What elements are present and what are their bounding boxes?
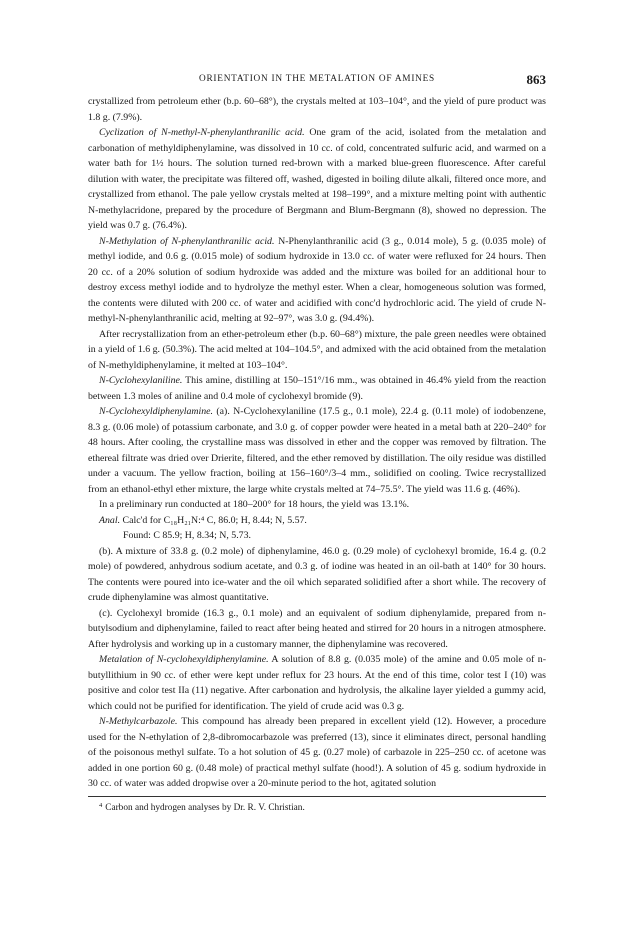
- paragraph: [88, 544, 546, 606]
- paragraph: [88, 327, 546, 374]
- footnote-divider: [88, 796, 546, 797]
- paragraph: [88, 94, 546, 125]
- footnote: [88, 802, 546, 813]
- body-text: [88, 94, 546, 792]
- page-header: [88, 72, 546, 94]
- paragraph-text: crystallized from petroleum ether (b.p. 60–68°), the crystals melted at 103–104°, and the yield of pure product was 1.8 g. (7.9%).: [88, 96, 546, 123]
- paragraph-text: A solution of 8.8 g. (0.035 mole) of the amine and 0.05 mole of n-butyllithium in 90 cc. of ether were kept under reflux for 23 hours. At the end of this time, color test I (10) was positive and color test IIa (11) negative. After carbonation and hydrolysis, the alkaline layer yielded a gummy acid, which could not be purified for identification. The yield of crude acid was 0.3 g.: [88, 654, 547, 712]
- paragraph: [88, 404, 546, 497]
- section-run-in-heading: N-Cyclohexylaniline.: [99, 375, 183, 386]
- page-number: 863: [526, 72, 546, 87]
- section-run-in-heading: Cyclization of N-methyl-N-phenylanthranilic acid.: [99, 127, 305, 138]
- paragraph: [88, 652, 546, 714]
- paragraph-text: In a preliminary run conducted at 180–200° for 18 hours, the yield was 13.1%.: [99, 499, 410, 510]
- footnote-text: Carbon and hydrogen analyses by Dr. R. V. Christian.: [105, 802, 305, 813]
- paragraph: [88, 373, 546, 404]
- paragraph-text: This compound has already been prepared in excellent yield (12). However, a procedure used for the N-ethylation of 2,8-dibromocarbazole was preferred (13), since it eliminates direct, personal handling of the poisonous methyl sulfate. To a hot solution of 45 g. (0.27 mole) of carbazole in 225–250 cc. of acetone was added in one portion 60 g. (0.48 mole) of practical methyl sulfate (hood!). A solution of 45 g. sodium hydroxide in 30 cc. of water was added dropwise over a 20-minute period to the hot, agitated solution: [88, 716, 546, 789]
- paragraph-text: (a). N-Cyclohexylaniline (17.5 g., 0.1 mole), 22.4 g. (0.11 mole) of iodobenzene, 8.3 g. (0.06 mole) of potassium carbonate, and 3.0 g. of copper powder were heated in a metal bath at 220–240° for 48 hours. After cooling, the crystalline mass was dissolved in ether and the copper was removed by filtration. The ethereal filtrate was dried over Drierite, filtered, and the ether removed by distillation. The oily residue was distilled under a vacuum. The yellow fraction, boiling at 156–160°/3–4 mm., solidified on cooling. Twice recrystallized from an ethanol-ethyl ether mixture, the large white crystals melted at 74–75.5°. The yield was 11.6 g. (46%).: [88, 406, 546, 495]
- section-run-in-heading: Metalation of N-cyclohexyldiphenylamine.: [99, 654, 269, 665]
- paragraph: [88, 606, 546, 653]
- paragraph-text: After recrystallization from an ether-petroleum ether (b.p. 60–68°) mixture, the pale green needles were obtained in a yield of 1.6 g. (50.3%). The acid melted at 104–104.5°, and admixed with the acid obtained from the metalation of N-methyldiphenylamine, it melted at 103–104°.: [88, 328, 546, 371]
- journal-page: [88, 72, 546, 813]
- footnote-marker: 4: [99, 801, 103, 809]
- paragraph-text: N-Phenylanthranilic acid (3 g., 0.014 mole), 5 g. (0.035 mole) of methyl iodide, and 0.6 g. (0.015 mole) of sodium hydroxide in 13.0 cc. of water were refluxed for 24 hours. Then 20 cc. of a 20% solution of sodium hydroxide was added and the mixture was boiled for an additional hour to destroy excess methyl iodide and to hydrolyze the methyl ester. When a clear, homogeneous solution was formed, the contents were diluted with 200 cc. of water and acidified with conc'd hydrochloric acid. The yield of crude N-methyl-N-phenylanthranilic acid, melting at 92–97°, was 3.0 g. (94.4%).: [88, 235, 546, 324]
- running-head: ORIENTATION IN THE METALATION OF AMINES: [199, 74, 435, 84]
- analysis-found-line: [88, 528, 546, 544]
- section-run-in-heading: N-Methylcarbazole.: [99, 716, 178, 727]
- paragraph-text: (c). Cyclohexyl bromide (16.3 g., 0.1 mole) and an equivalent of sodium diphenylamide, prepared from n-butylsodium and diphenylamine, failed to react after being heated and stirred for 20 hours in a nitrogen atmosphere. After hydrolysis and working up in a customary manner, the diphenylamine was recovered.: [88, 607, 546, 650]
- paragraph: [88, 714, 546, 792]
- paragraph-text: One gram of the acid, isolated from the metalation and carbonation of methyldiphenylamine, was dissolved in 10 cc. of cold, concentrated sulfuric acid, and warmed on a water bath for 1½ hours. The solution turned red-brown with a marked blue-green fluorescence. After careful dilution with water, the precipitate was filtered off, washed, digested in boiling dilute alkali, filtered once more, and crystallized from ethanol. The pale yellow crystals melted at 198–199°, and a mixture melting point with authentic N-methylacridone, prepared by the procedure of Bergmann and Blum-Bergmann (8), showed no depression. The yield was 0.7 g. (76.4%).: [88, 127, 546, 231]
- paragraph-text: (b). A mixture of 33.8 g. (0.2 mole) of diphenylamine, 46.0 g. (0.29 mole) of cyclohexyl bromide, 16.4 g. (0.2 mole) of powdered, anhydrous sodium acetate, and 0.3 g. of iodine was heated in an oil-bath at 140° for 30 hours. The contents were poured into ice-water and the oil which separated solidified after a short while. The recovery of crude diphenylamine was almost quantitative.: [88, 545, 546, 603]
- analysis-label: Anal.: [99, 514, 121, 526]
- section-run-in-heading: N-Methylation of N-phenylanthranilic acid.: [99, 235, 275, 247]
- analysis-line: [88, 513, 546, 529]
- paragraph: [88, 234, 546, 327]
- paragraph: [88, 497, 546, 513]
- paragraph-text: This amine, distilling at 150–151°/16 mm., was obtained in 46.4% yield from the reaction between 1.3 moles of aniline and 0.4 mole of cyclohexyl bromide (9).: [88, 375, 546, 402]
- section-run-in-heading: N-Cyclohexyldiphenylamine.: [99, 406, 213, 417]
- analysis-found: Found: C 85.9; H, 8.34; N, 5.73.: [123, 530, 251, 541]
- analysis-calculated: Calc'd for C₁₈H₂₁N:⁴ C, 86.0; H, 8.44; N, 5.57.: [120, 514, 307, 526]
- paragraph: [88, 125, 546, 234]
